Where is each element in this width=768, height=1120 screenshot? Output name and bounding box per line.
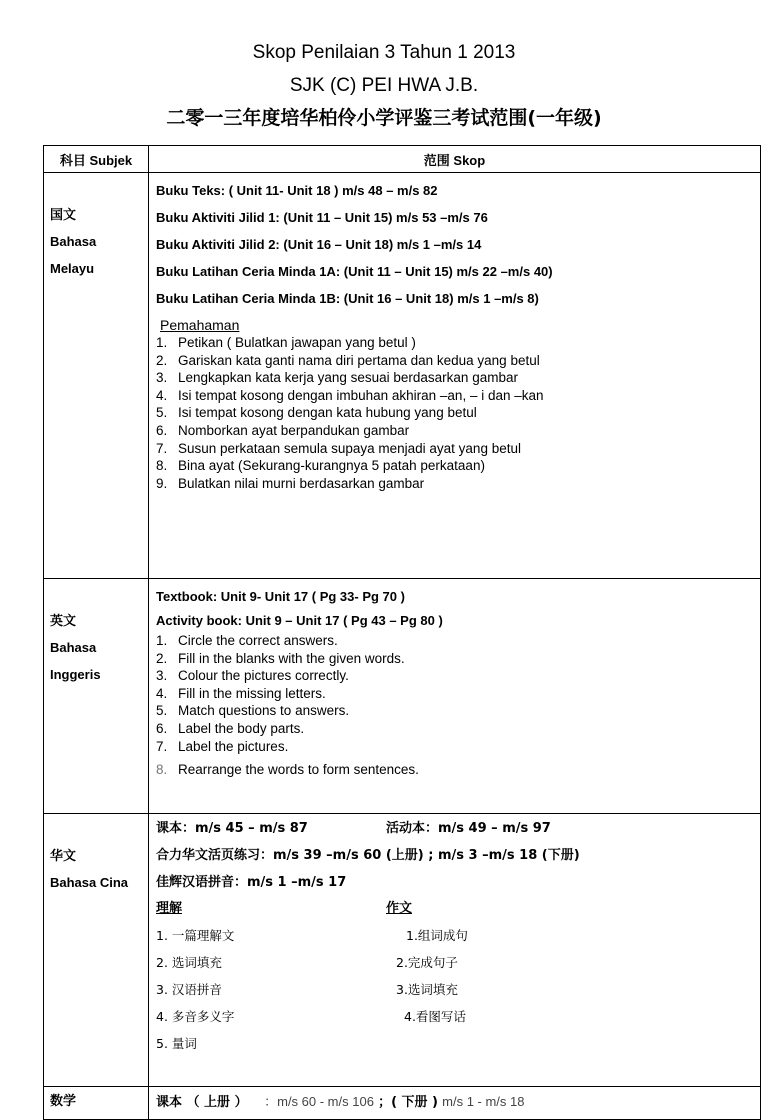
subject-cell-math bbox=[44, 1087, 149, 1120]
book-line: 佳辉汉语拼音：m/s 1 –m/s 17 bbox=[156, 875, 347, 890]
page-header bbox=[0, 36, 768, 135]
math-textbook-lower: ；( 下册 ) bbox=[378, 1095, 438, 1110]
book-line: Buku Latihan Ceria Minda 1B: (Unit 16 – Unit 18) m/s 1 –m/s 8) bbox=[156, 291, 539, 306]
book-line: Activity book: Unit 9 – Unit 17 ( Pg 43 – Pg 80 ) bbox=[156, 613, 443, 628]
heading-comprehension: 理解 bbox=[156, 901, 183, 916]
topic-column-comprehension bbox=[156, 896, 386, 1057]
table-row-bi bbox=[44, 579, 761, 814]
list-item: 2. Fill in the blanks with the given words. bbox=[156, 650, 405, 666]
book-line: Buku Aktiviti Jilid 1: (Unit 11 – Unit 15) m/s 53 –m/s 76 bbox=[156, 210, 488, 225]
table-row-bc bbox=[44, 814, 761, 1087]
subject-cell-bm bbox=[44, 173, 149, 579]
list-item: 4. Fill in the missing letters. bbox=[156, 685, 326, 701]
table-header-row bbox=[44, 146, 761, 173]
subject-cell-bi bbox=[44, 579, 149, 814]
math-pages-lower: m/s 1 - m/s 18 bbox=[442, 1094, 525, 1109]
list-item: 3.选词填充 bbox=[396, 982, 458, 997]
list-item: 2. Gariskan kata ganti nama diri pertama dan kedua yang betul bbox=[156, 352, 540, 368]
list-item: 8. Rearrange the words to form sentences. bbox=[156, 762, 419, 778]
scope-cell-bm bbox=[149, 173, 761, 579]
table-row-math bbox=[44, 1087, 761, 1120]
list-item: 7. Label the pictures. bbox=[156, 738, 289, 754]
heading-composition: 作文 bbox=[386, 901, 413, 916]
list-item: 1. Petikan ( Bulatkan jawapan yang betul ) bbox=[156, 335, 416, 350]
title-school: SJK (C) PEI HWA J.B. bbox=[289, 75, 479, 96]
list-item: 5. Isi tempat kosong dengan kata hubung yang betul bbox=[156, 405, 477, 421]
subject-label: Melayu bbox=[50, 261, 95, 276]
subject-cell-bc bbox=[44, 814, 149, 1087]
subject-label: Bahasa Cina bbox=[50, 875, 129, 890]
list-item: 6. Label the body parts. bbox=[156, 720, 305, 736]
book-line: Buku Teks: ( Unit 11- Unit 18 ) m/s 48 – m/s 82 bbox=[156, 183, 438, 198]
list-item: 8. Bina ayat (Sekurang-kurangnya 5 patah perkataan) bbox=[156, 458, 485, 474]
subject-label: Bahasa bbox=[50, 234, 97, 249]
header-scope: 范围 Skop bbox=[149, 146, 761, 173]
subject-label: 英文 bbox=[50, 613, 77, 628]
subject-label: 华文 bbox=[50, 848, 77, 863]
subject-label: 国文 bbox=[50, 207, 77, 222]
book-line: Buku Latihan Ceria Minda 1A: (Unit 11 – Unit 15) m/s 22 –m/s 40) bbox=[156, 264, 553, 279]
list-item: 6. Nomborkan ayat berpandukan gambar bbox=[156, 422, 410, 438]
bi-item-list bbox=[156, 632, 760, 779]
table-row-bm bbox=[44, 173, 761, 579]
book-line: 合力华文活页练习：m/s 39 –m/s 60 (上册) ; m/s 3 –m/s 18 (下册) bbox=[156, 848, 580, 863]
list-item: 5. Match questions to answers. bbox=[156, 703, 350, 719]
header-subject: 科目 Subjek bbox=[44, 146, 149, 173]
list-item: 3. Colour the pictures correctly. bbox=[156, 668, 349, 684]
scope-cell-math bbox=[149, 1087, 761, 1120]
list-item: 1. Circle the correct answers. bbox=[156, 633, 338, 648]
book-line: Buku Aktiviti Jilid 2: (Unit 16 – Unit 18) m/s 1 –m/s 14 bbox=[156, 237, 482, 252]
section-heading-pemahaman: Pemahaman bbox=[160, 317, 240, 333]
topic-column-composition bbox=[386, 896, 626, 1057]
book-line: 课本：m/s 45 – m/s 87 活动本：m/s 49 – m/s 97 bbox=[156, 821, 551, 836]
subject-label: 数学 bbox=[50, 1093, 77, 1108]
subject-label: Inggeris bbox=[50, 667, 101, 682]
book-line: Textbook: Unit 9- Unit 17 ( Pg 33- Pg 70 ) bbox=[156, 589, 405, 604]
list-item: 3. 汉语拼音 bbox=[156, 982, 222, 997]
bc-topics bbox=[156, 896, 760, 1057]
scope-table bbox=[43, 145, 761, 1120]
bm-item-list bbox=[156, 334, 760, 492]
scope-cell-bc bbox=[149, 814, 761, 1087]
math-pages-upper: ：m/s 60 - m/s 106 bbox=[264, 1094, 374, 1109]
list-item: 4. Isi tempat kosong dengan imbuhan akhiran –an, – i dan –kan bbox=[156, 387, 544, 403]
list-item: 4.看图写话 bbox=[404, 1009, 466, 1024]
list-item: 5. 量词 bbox=[156, 1036, 197, 1051]
list-item: 1.组词成句 bbox=[406, 928, 468, 943]
list-item: 1. 一篇理解文 bbox=[156, 928, 235, 943]
list-item: 7. Susun perkataan semula supaya menjadi ayat yang betul bbox=[156, 440, 521, 456]
list-item: 3. Lengkapkan kata kerja yang sesuai berdasarkan gambar bbox=[156, 370, 518, 386]
list-item: 2.完成句子 bbox=[396, 955, 458, 970]
title-chinese: 二零一三年度培华柏伶小学评鉴三考试范围(一年级) bbox=[166, 107, 602, 129]
list-item: 9. Bulatkan nilai murni berdasarkan gambar bbox=[156, 475, 425, 491]
title-assessment: Skop Penilaian 3 Tahun 1 2013 bbox=[252, 42, 516, 63]
scope-cell-bi bbox=[149, 579, 761, 814]
math-textbook-upper: 课本 （ 上册 ） bbox=[156, 1095, 248, 1110]
list-item: 4. 多音多义字 bbox=[156, 1009, 235, 1024]
list-item: 2. 选词填充 bbox=[156, 955, 222, 970]
subject-label: Bahasa bbox=[50, 640, 97, 655]
